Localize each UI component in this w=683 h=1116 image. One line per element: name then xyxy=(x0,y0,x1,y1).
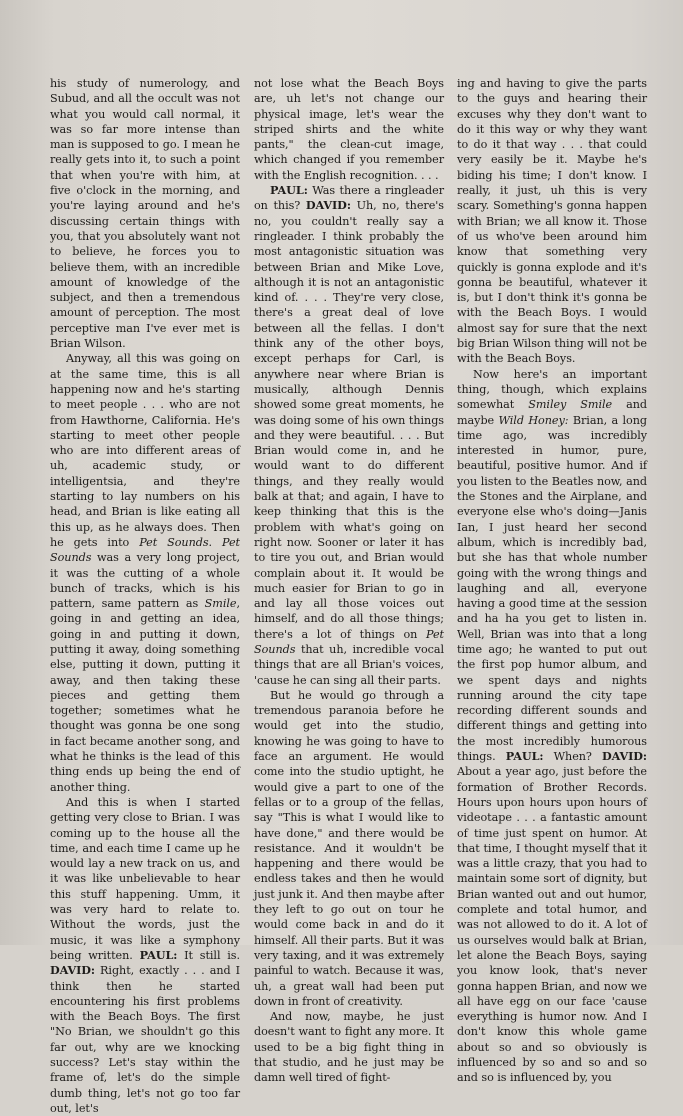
text-column-1 xyxy=(50,76,240,1116)
paragraph: Anyway, all this was going on at the same time, this is all happening now and he's starting to meet people . . . who are not from Hawthorne, California. He's starting to meet other people who are into different areas of uh, academic study, or intelligentsia, and they're starting to lay numbers on his head, and Brian is like eating all this up, as he always does. Then he gets into Pet Sounds. Pet Sounds was a very long project, it was the cutting of a whole bunch of tracks, which is his pattern, same pattern as Smile, going in and getting an idea, going in and putting it down, putting it away, doing something else, putting it down, putting it away, and then taking these pieces and getting them together; sometimes what he thought was gonna be one song in fact became another song, and what he thinks is the lead of this thing ends up being the end of another thing. xyxy=(50,352,240,794)
paragraph: ing and having to give the parts to the guys and hearing their excuses why they don't want to do it this way or why they want to do it that way . . . that could very easily be it. Maybe he's biding his time; I don't know. I really, it just, uh this is very scary. Something's gonna happen with Brian; we all know it. Those of us who've been around him know that something very quickly is gonna explode and it's gonna be beautiful, whatever it is, but I don't think it's gonna be with the Beach Boys. I would almost say for sure that the next big Brian Wilson thing will not be with the Beach Boys. xyxy=(457,77,647,366)
paragraph: Now here's an important thing, though, which explains somewhat Smiley Smile and maybe Wild Honey: Brian, a long time ago, was incredibly interested in humor, pure, beautiful, positive humor. And if you listen to the Beatles now, and the Stones and the Airplane, and everyone else who's doing—Janis Ian, I just heard her second album, which is incredibly bad, but she has that whole number going with the wrong things and laughing and all, everyone having a good time at the session and ha ha you get to listen in. Well, Brian was into that a long time ago; he wanted to put out the first pop humor album, and we spent days and nights running around the city tape recording different sounds and different things and getting into the most incredibly humorous things. PAUL: When? DAVID: About a year ago, just before the formation of Brother Records. Hours upon hours upon hours of videotape . . . a fantastic amount of time just spent on humor. At that time, I thought myself that it was a little crazy, that you had to maintain some sort of dignity, but Brian wanted out and out humor, complete and total humor, and was not allowed to do it. A lot of us ourselves would balk at Brian, let alone the Beach Boys, saying you know look, that's never gonna happen Brian, and now we all have egg on our face 'cause everything is humor now. And I don't know this whole game about so and so obviously is influenced by so and so and so and so is influenced by, you xyxy=(457,367,647,1085)
paragraph: And now, maybe, he just doesn't want to fight any more. It used to be a big fight thing in that studio, and he just may be damn well tired of fight- xyxy=(254,1010,444,1085)
paragraph: his study of numerology, and Subud, and all the occult was not what you would call normal, it was so far more intense than man is supposed to go. I mean he really gets into it, to such a point that when you're with him, at five o'clock in the morning, and you're laying around and he's discussing certain things with you, that you absolutely want not to believe, he forces you to believe them, with an incredible amount of knowledge of the subject, and then a tremendous amount of perception. The most perceptive man I've ever met is Brian Wilson. xyxy=(50,77,240,351)
paragraph: not lose what the Beach Boys are, uh let's not change our physical image, let's wear the striped shirts and the white pants," the clean-cut image, which changed if you remember with the English recognition. . . . xyxy=(254,77,444,182)
text-column-2 xyxy=(254,76,444,1086)
paragraph: But he would go through a tremendous paranoia before he would get into the studio, knowing he was going to have to face an argument. He would come into the studio uptight, he would give a part to one of the fellas or to a group of the fellas, say "This is what I would like to have done," and there would be resistance. And it wouldn't be happening and there would be endless takes and then he would just junk it. And then maybe after they left to go out on tour he would come back in and do it himself. All their parts. But it was very taxing, and it was extremely painful to watch. Because it was, uh, a great wall had been put down in front of creativity. xyxy=(254,688,444,1008)
paragraph: And this is when I started getting very close to Brian. I was coming up to the house all the time, and each time I came up he would lay a new track on us, and it was like unbelievable to hear this stuff happening. Umm, it was very hard to relate to. Without the words, just the music, it was like a symphony being written. PAUL: It still is. DAVID: Right, exactly . . . and I think then he started encountering his first problems with the Beach Boys. The first "No Brian, we shouldn't go this far out, why are we knocking success? Let's stay within the frame of, let's do the simple dumb thing, let's not go too far out, let's xyxy=(50,795,241,1115)
text-column-3 xyxy=(457,76,647,1086)
paragraph: PAUL: Was there a ringleader on this? DAVID: Uh, no, there's no, you couldn't really say a ringleader. I think probably the most antagonistic situation was between Brian and Mike Love, although it is not an antagonistic kind of. . . . They're very close, there's a great deal of love between all the fellas. I don't think any of the other boys, except perhaps for Carl, is anywhere near where Brian is musically, although Dennis showed some great moments, he was doing some of his own things and they were beautiful. . . . But Brian would come in, and he would want to do different things, and they really would balk at that; and again, I have to keep thinking that this is the problem with what's going on right now. Sooner or later it has to tire you out, and Brian would complain about it. It would be much easier for Brian to go in and lay all those voices out himself, and do all those things; there's a lot of things on Pet Sounds that uh, incredible vocal things that are all Brian's voices, 'cause he can sing all their parts. xyxy=(254,183,444,687)
